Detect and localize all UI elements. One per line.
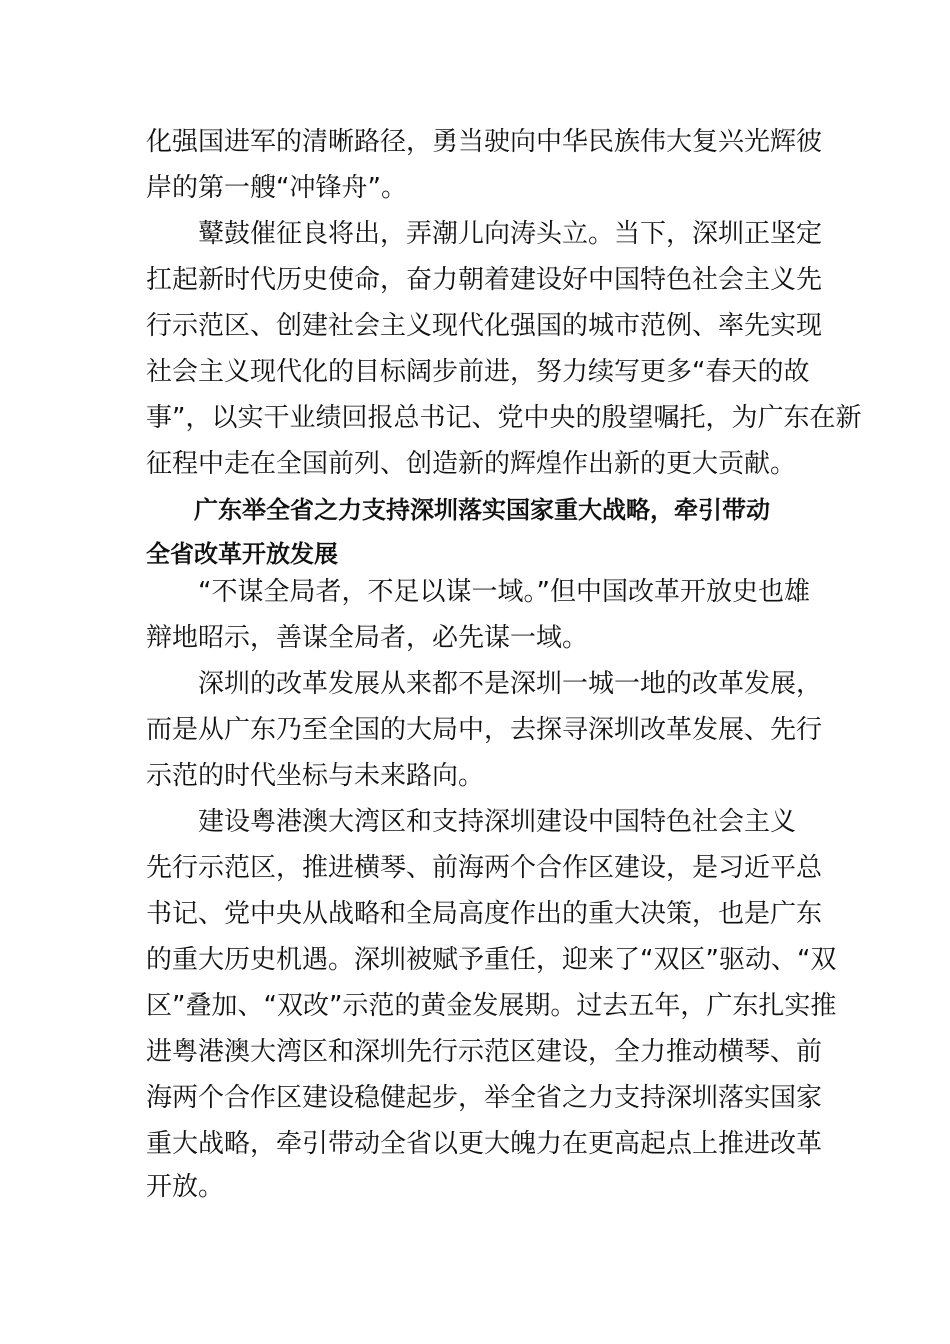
- text-line: 先行示范区，推进横琴、前海两个合作区建设，是习近平总: [146, 853, 823, 883]
- text-line: 深圳的改革发展从来都不是深圳一城一地的改革发展，: [146, 669, 823, 699]
- section-heading: 广东举全省之力支持深圳落实国家重大战略，牵引带动: [146, 496, 770, 524]
- text-line: 化强国进军的清晰路径，勇当驶向中华民族伟大复兴光辉彼: [146, 127, 823, 157]
- text-line: 而是从广东乃至全国的大局中，去探寻深圳改革发展、先行: [146, 715, 823, 745]
- text-line: 行示范区、创建社会主义现代化强国的城市范例、率先实现: [146, 311, 823, 341]
- text-line: 重大战略，牵引带动全省以更大魄力在更高起点上推进改革: [146, 1129, 823, 1159]
- text-line: 扛起新时代历史使命，奋力朝着建设好中国特色社会主义先: [146, 265, 823, 295]
- text-line: “不谋全局者，不足以谋一域。”但中国改革开放史也雄: [146, 577, 810, 607]
- text-line: 进粤港澳大湾区和深圳先行示范区建设，全力推动横琴、前: [146, 1037, 823, 1067]
- text-line: 区”叠加、“双改”示范的黄金发展期。过去五年，广东扎实推: [146, 991, 837, 1021]
- text-line: 海两个合作区建设稳健起步，举全省之力支持深圳落实国家: [146, 1083, 823, 1113]
- text-line: 岸的第一艘“冲锋舟”。: [146, 173, 407, 203]
- section-heading: 全省改革开放发展: [146, 540, 338, 568]
- text-line: 开放。: [146, 1172, 225, 1202]
- text-line: 的重大历史机遇。深圳被赋予重任，迎来了“双区”驱动、“双: [146, 945, 837, 975]
- text-line: 辩地昭示，善谋全局者，必先谋一域。: [146, 623, 589, 653]
- text-line: 示范的时代坐标与未来路向。: [146, 761, 485, 791]
- text-line: 事”，以实干业绩回报总书记、党中央的殷望嘱托，为广东在新: [146, 403, 862, 433]
- text-line: 征程中走在全国前列、创造新的辉煌作出新的更大贡献。: [146, 449, 797, 479]
- text-line: 鼙鼓催征良将出，弄潮儿向涛头立。当下，深圳正坚定: [146, 219, 823, 249]
- text-line: 社会主义现代化的目标阔步前进，努力续写更多“春天的故: [146, 357, 810, 387]
- text-line: 书记、党中央从战略和全局高度作出的重大决策，也是广东: [146, 899, 823, 929]
- text-line: 建设粤港澳大湾区和支持深圳建设中国特色社会主义: [146, 807, 797, 837]
